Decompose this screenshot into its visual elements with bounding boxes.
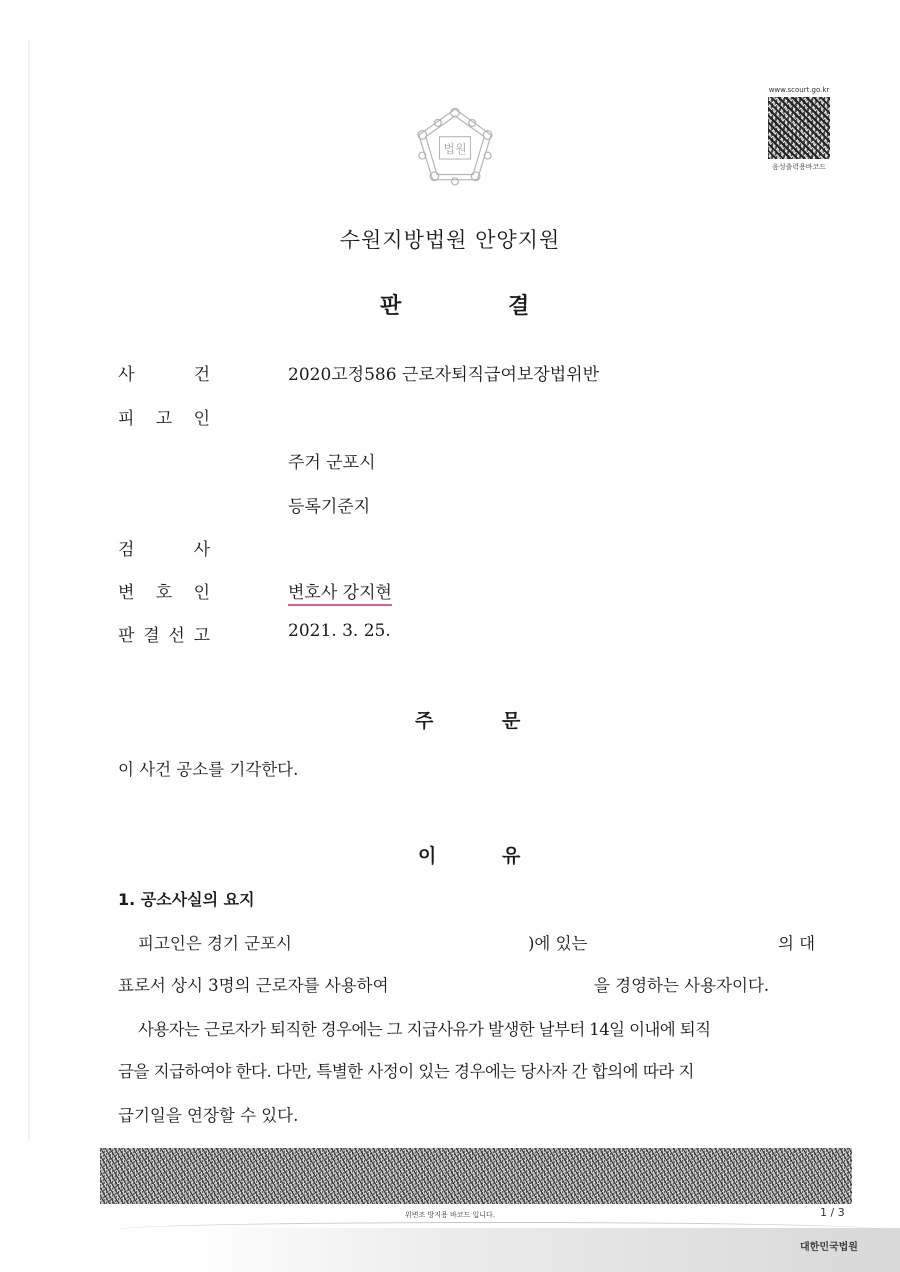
qr-code bbox=[768, 97, 830, 159]
verdict-date-label: 판 결 선 고 bbox=[118, 626, 210, 646]
counsel-label: 변 호 인 bbox=[118, 583, 210, 603]
defendant-registry: 등록기준지 bbox=[288, 497, 371, 517]
scan-edge bbox=[28, 40, 30, 1140]
barcode-caption: 위변조 방지용 바코드 입니다. bbox=[404, 1211, 496, 1219]
body-line-1b: )에 있는 bbox=[528, 934, 588, 953]
footer-org: 대한민국법원 bbox=[800, 1242, 858, 1253]
body-line-4: 금을 지급하여야 한다. 다만, 특별한 사정이 있는 경우에는 당사자 간 합의에 따라 지 bbox=[118, 1062, 694, 1081]
case-number: 2020고정586 근로자퇴직급여보장법위반 bbox=[288, 365, 600, 385]
body-line-1a: 피고인은 경기 군포시 bbox=[138, 934, 292, 953]
reason-heading-right: 유 bbox=[502, 845, 521, 867]
order-text: 이 사건 공소를 기각한다. bbox=[118, 760, 299, 779]
anti-forgery-barcode bbox=[100, 1148, 852, 1204]
body-line-2b: 을 경영하는 사용자이다. bbox=[594, 976, 770, 995]
qr-url: www.scourt.go.kr bbox=[768, 86, 830, 94]
body-line-1c: 의 대 bbox=[778, 934, 816, 953]
page-number: 1 / 3 bbox=[820, 1206, 845, 1219]
counsel-name: 변호사 강지현 bbox=[288, 583, 392, 606]
defendant-address: 주거 군포시 bbox=[288, 453, 376, 473]
body-line-5: 급기일을 연장할 수 있다. bbox=[118, 1106, 299, 1125]
case-label: 사 건 bbox=[118, 365, 210, 385]
prosecutor-label: 검 사 bbox=[118, 540, 210, 560]
verdict-date: 2021. 3. 25. bbox=[288, 621, 391, 641]
body-line-2a: 표로서 상시 3명의 근로자를 사용하여 bbox=[118, 976, 389, 995]
court-seal-icon bbox=[412, 104, 498, 190]
doc-title-right: 결 bbox=[508, 294, 530, 319]
seal-text: 법원 bbox=[443, 142, 467, 157]
order-heading-right: 문 bbox=[502, 710, 521, 732]
order-heading-left: 주 bbox=[415, 710, 434, 732]
defendant-label: 피 고 인 bbox=[118, 409, 210, 429]
qr-caption: 음성출력용바코드 bbox=[771, 163, 827, 171]
body-line-3: 사용자는 근로자가 퇴직한 경우에는 그 지급사유가 발생한 날부터 14일 이내에 퇴직 bbox=[138, 1020, 711, 1039]
reason-heading-left: 이 bbox=[418, 845, 437, 867]
footer-divider bbox=[120, 1222, 880, 1237]
court-name: 수원지방법원 안양지원 bbox=[339, 228, 561, 252]
section-title: 1. 공소사실의 요지 bbox=[118, 890, 255, 909]
doc-title-left: 판 bbox=[380, 294, 402, 319]
